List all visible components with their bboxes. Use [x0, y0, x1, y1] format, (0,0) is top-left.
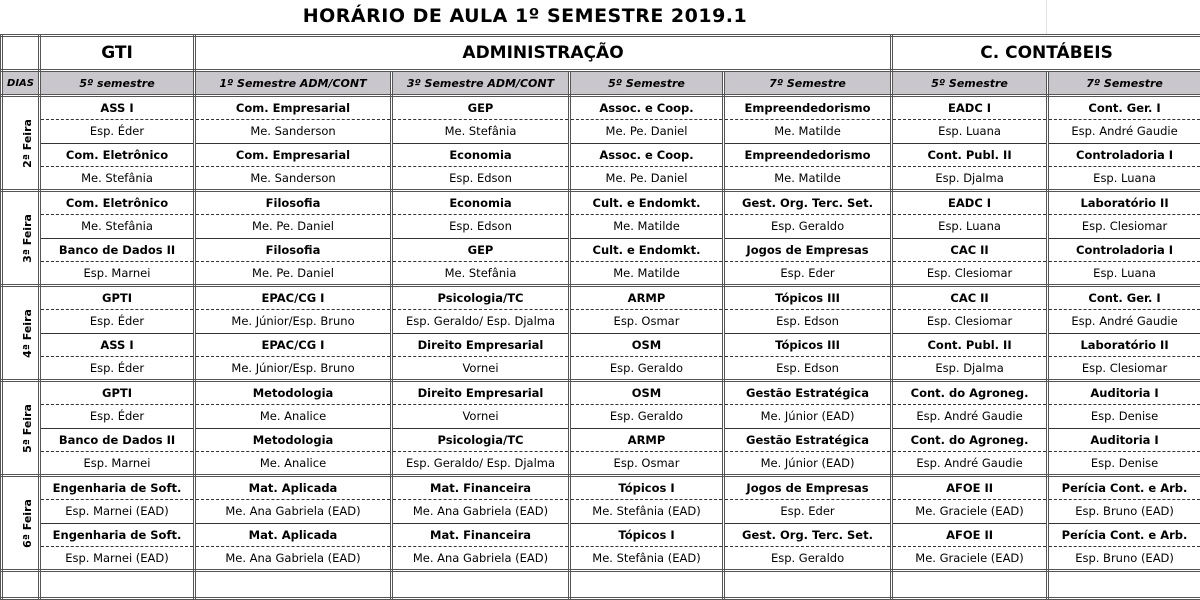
professor-name: Me. Stefânia — [81, 219, 153, 234]
subject-name: Filosofia — [196, 239, 390, 262]
professor-name: Me. Júnior (EAD) — [760, 455, 855, 470]
professor-name: Esp. Osmar — [613, 314, 680, 329]
professor-name: Esp. Edson — [449, 219, 512, 234]
professor-name: Esp. Clesiomar — [926, 265, 1013, 280]
subject-name: Controladoria I — [1049, 144, 1200, 167]
class-slot — [893, 143, 1046, 190]
professor-name: Me. Stefânia — [444, 124, 517, 139]
class-slot — [393, 97, 568, 143]
class-slot — [893, 382, 1046, 428]
professor-name: Me. Sanderson — [250, 124, 336, 139]
empty-cell — [724, 571, 892, 599]
schedule-cell — [40, 476, 195, 571]
semester-header: 1º Semestre ADM/CONT — [195, 71, 392, 96]
professor-name: Me. Matilde — [774, 170, 841, 185]
schedule-cell — [195, 286, 392, 381]
professor-name: Me. Stefânia — [81, 170, 153, 185]
class-slot — [393, 428, 568, 475]
day-row — [2, 96, 1200, 191]
group-gti: GTI — [40, 36, 195, 71]
schedule-cell — [392, 476, 570, 571]
class-slot — [196, 143, 390, 190]
class-slot — [196, 523, 390, 570]
professor-name: Me. Analice — [259, 409, 327, 424]
subject-name: Banco de Dados II — [41, 239, 193, 262]
professor-name: Me. Sanderson — [250, 170, 336, 185]
subject-name: OSM — [571, 334, 722, 357]
class-slot — [725, 333, 890, 380]
class-slot — [393, 143, 568, 190]
class-slot — [196, 382, 390, 428]
class-slot — [41, 97, 193, 143]
professor-name: Vornei — [462, 409, 499, 424]
schedule-cell — [195, 381, 392, 476]
subject-name: Jogos de Empresas — [725, 239, 890, 262]
professor-name: Esp. Edson — [449, 170, 512, 185]
class-slot — [1049, 97, 1200, 143]
class-slot — [393, 238, 568, 285]
professor-name: Vornei — [462, 360, 499, 375]
class-slot — [571, 143, 722, 190]
subject-name: Psicologia/TC — [393, 287, 568, 310]
class-slot — [196, 287, 390, 333]
professor-name: Esp. Clesiomar — [1081, 219, 1168, 234]
day-label: 6ª Feira — [20, 498, 34, 548]
professor-name: Esp. Luana — [938, 124, 1001, 139]
subject-name: Empreendedorismo — [725, 97, 890, 120]
professor-name: Esp. Marnei (EAD) — [65, 550, 169, 565]
schedule-cell — [1048, 476, 1200, 571]
subject-name: Gest. Org. Terc. Set. — [725, 524, 890, 547]
schedule-title: HORÁRIO DE AULA 1º SEMESTRE 2019.1 — [302, 5, 748, 27]
subject-name: GEP — [393, 239, 568, 262]
class-slot — [1049, 333, 1200, 380]
empty-cell — [40, 571, 195, 599]
class-slot — [893, 477, 1046, 523]
class-slot — [41, 428, 193, 475]
class-slot — [393, 192, 568, 238]
class-slot — [41, 192, 193, 238]
class-slot — [196, 428, 390, 475]
subject-name: Auditoria I — [1049, 382, 1200, 405]
subject-name: Cont. Ger. I — [1049, 287, 1200, 310]
schedule-cell — [40, 286, 195, 381]
schedule-cell — [570, 96, 724, 191]
semester-header: 5º semestre — [40, 71, 195, 96]
professor-name: Me. Ana Gabriela (EAD) — [225, 504, 361, 519]
subject-name: Metodologia — [196, 429, 390, 452]
class-slot — [725, 238, 890, 285]
group-contabeis: C. CONTÁBEIS — [892, 36, 1200, 71]
class-slot — [393, 523, 568, 570]
class-slot — [725, 287, 890, 333]
professor-name: Esp. Marnei (EAD) — [65, 504, 169, 519]
subject-name: CAC II — [893, 287, 1046, 310]
empty-cell — [2, 571, 40, 599]
professor-name: Esp. Eder — [780, 265, 835, 280]
schedule-cell — [1048, 191, 1200, 286]
class-slot — [1049, 192, 1200, 238]
day-label: 5ª Feira — [20, 403, 34, 453]
subject-name: Gest. Org. Terc. Set. — [725, 192, 890, 215]
class-slot — [571, 382, 722, 428]
professor-name: Me. Graciele (EAD) — [915, 504, 1024, 519]
subject-name: Jogos de Empresas — [725, 477, 890, 500]
subject-name: Psicologia/TC — [393, 429, 568, 452]
subject-name: ASS I — [41, 97, 193, 120]
schedule-cell — [40, 96, 195, 191]
class-slot — [571, 238, 722, 285]
class-slot — [41, 477, 193, 523]
subject-name: EPAC/CG I — [196, 334, 390, 357]
professor-name: Esp. Denise — [1090, 409, 1159, 424]
subject-name: Gestão Estratégica — [725, 429, 890, 452]
schedule-cell — [892, 381, 1048, 476]
professor-name: Esp. Edson — [776, 314, 839, 329]
schedule-cell — [724, 476, 892, 571]
subject-name: ASS I — [41, 334, 193, 357]
professor-name: Me. Graciele (EAD) — [915, 550, 1024, 565]
professor-name: Me. Ana Gabriela (EAD) — [412, 550, 549, 565]
schedule-cell — [40, 191, 195, 286]
subject-name: Cont. Publ. II — [893, 334, 1046, 357]
schedule-cell — [195, 476, 392, 571]
semester-header: 5º Semestre — [570, 71, 724, 96]
class-slot — [41, 143, 193, 190]
professor-name: Esp. Denise — [1090, 455, 1159, 470]
professor-name: Me. Júnior/Esp. Bruno — [231, 360, 355, 375]
professor-name: Me. Analice — [259, 455, 327, 470]
class-slot — [571, 287, 722, 333]
subject-name: Perícia Cont. e Arb. — [1049, 477, 1200, 500]
schedule-cell — [195, 191, 392, 286]
subject-name: ARMP — [571, 287, 722, 310]
professor-name: Esp. Marnei — [83, 265, 151, 280]
class-slot — [571, 192, 722, 238]
subject-name: Perícia Cont. e Arb. — [1049, 524, 1200, 547]
schedule-cell — [724, 286, 892, 381]
subject-name: Cont. Publ. II — [893, 144, 1046, 167]
professor-name: Me. Pe. Daniel — [252, 219, 334, 234]
day-row — [2, 191, 1200, 286]
day-cell — [2, 476, 40, 571]
subject-name: Empreendedorismo — [725, 144, 890, 167]
professor-name: Esp. Osmar — [613, 455, 680, 470]
subject-name: Tópicos III — [725, 287, 890, 310]
subject-name: GEP — [393, 97, 568, 120]
class-slot — [393, 382, 568, 428]
schedule-cell — [1048, 286, 1200, 381]
course-group-header-row — [2, 36, 1200, 71]
schedule-cell — [570, 476, 724, 571]
professor-name: Esp. Marnei — [83, 455, 151, 470]
professor-name: Esp. André Gaudie — [916, 455, 1023, 470]
professor-name: Esp. Edson — [776, 360, 839, 375]
schedule-cell — [195, 96, 392, 191]
professor-name: Esp. Éder — [89, 314, 145, 329]
class-slot — [571, 97, 722, 143]
empty-cell — [1048, 571, 1200, 599]
day-label: 2ª Feira — [20, 118, 34, 168]
professor-name: Esp. Geraldo — [609, 360, 684, 375]
class-slot — [196, 238, 390, 285]
subject-name: Controladoria I — [1049, 239, 1200, 262]
class-slot — [893, 238, 1046, 285]
professor-name: Me. Stefânia (EAD) — [592, 550, 701, 565]
subject-name: AFOE II — [893, 524, 1046, 547]
class-slot — [893, 428, 1046, 475]
dias-header: DIAS — [2, 71, 40, 96]
class-slot — [1049, 477, 1200, 523]
subject-name: Mat. Aplicada — [196, 477, 390, 500]
schedule-cell — [570, 191, 724, 286]
professor-name: Esp. André Gaudie — [1071, 314, 1178, 329]
class-slot — [1049, 428, 1200, 475]
professor-name: Esp. Bruno (EAD) — [1075, 504, 1174, 519]
subject-name: Gestão Estratégica — [725, 382, 890, 405]
class-slot — [41, 287, 193, 333]
schedule-cell — [892, 286, 1048, 381]
professor-name: Esp. Clesiomar — [926, 314, 1013, 329]
class-slot — [571, 523, 722, 570]
class-slot — [196, 333, 390, 380]
subject-name: Com. Empresarial — [196, 144, 390, 167]
professor-name: Esp. Éder — [89, 360, 145, 375]
class-slot — [1049, 523, 1200, 570]
day-label: 3ª Feira — [20, 213, 34, 263]
day-row — [2, 381, 1200, 476]
class-slot — [41, 382, 193, 428]
subject-name: EPAC/CG I — [196, 287, 390, 310]
day-cell — [2, 191, 40, 286]
professor-name: Me. Matilde — [613, 219, 680, 234]
subject-name: GPTI — [41, 382, 193, 405]
title-row — [0, 0, 1200, 34]
class-slot — [571, 333, 722, 380]
empty-cell — [392, 571, 570, 599]
subject-name: Tópicos I — [571, 524, 722, 547]
subject-name: GPTI — [41, 287, 193, 310]
subject-name: Direito Empresarial — [393, 382, 568, 405]
professor-name: Esp. Djalma — [935, 170, 1004, 185]
class-slot — [1049, 382, 1200, 428]
subject-name: Cont. Ger. I — [1049, 97, 1200, 120]
professor-name: Esp. Geraldo — [770, 219, 845, 234]
subject-name: Economia — [393, 192, 568, 215]
day-label: 4ª Feira — [20, 308, 34, 358]
subject-name: EADC I — [893, 192, 1046, 215]
professor-name: Me. Stefânia (EAD) — [592, 504, 701, 519]
subject-name: Banco de Dados II — [41, 429, 193, 452]
schedule-cell — [392, 191, 570, 286]
semester-header-row — [2, 71, 1200, 96]
subject-name: AFOE II — [893, 477, 1046, 500]
class-slot — [725, 523, 890, 570]
subject-name: Com. Empresarial — [196, 97, 390, 120]
schedule-table — [0, 34, 1200, 600]
schedule-cell — [724, 191, 892, 286]
subject-name: EADC I — [893, 97, 1046, 120]
professor-name: Esp. Clesiomar — [1081, 360, 1168, 375]
professor-name: Me. Pe. Daniel — [252, 265, 334, 280]
class-slot — [196, 477, 390, 523]
subject-name: Auditoria I — [1049, 429, 1200, 452]
day-cell — [2, 96, 40, 191]
class-slot — [41, 523, 193, 570]
class-slot — [1049, 143, 1200, 190]
class-slot — [41, 238, 193, 285]
subject-name: Engenharia de Soft. — [41, 524, 193, 547]
class-slot — [1049, 287, 1200, 333]
subject-name: Tópicos I — [571, 477, 722, 500]
class-slot — [725, 477, 890, 523]
class-slot — [725, 428, 890, 475]
schedule-cell — [724, 381, 892, 476]
schedule-cell — [392, 96, 570, 191]
class-slot — [893, 97, 1046, 143]
subject-name: Laboratório II — [1049, 192, 1200, 215]
professor-name: Esp. Luana — [1093, 170, 1156, 185]
professor-name: Esp. Luana — [938, 219, 1001, 234]
schedule-cell — [570, 381, 724, 476]
class-slot — [571, 428, 722, 475]
subject-name: Cont. do Agroneg. — [893, 382, 1046, 405]
professor-name: Me. Júnior (EAD) — [760, 409, 855, 424]
class-slot — [893, 333, 1046, 380]
schedule-cell — [392, 286, 570, 381]
empty-cell — [195, 571, 392, 599]
day-row — [2, 286, 1200, 381]
subject-name: Cont. do Agroneg. — [893, 429, 1046, 452]
day-cell — [2, 286, 40, 381]
professor-name: Esp. Geraldo — [609, 409, 684, 424]
group-administracao: ADMINISTRAÇÃO — [195, 36, 892, 71]
professor-name: Me. Pe. Daniel — [605, 124, 688, 139]
semester-header: 5º Semestre — [892, 71, 1048, 96]
professor-name: Me. Stefânia — [444, 265, 517, 280]
professor-name: Me. Ana Gabriela (EAD) — [412, 504, 549, 519]
subject-name: Laboratório II — [1049, 334, 1200, 357]
professor-name: Me. Matilde — [774, 124, 841, 139]
schedule-cell — [892, 96, 1048, 191]
subject-name: Economia — [393, 144, 568, 167]
schedule-cell — [724, 96, 892, 191]
subject-name: Assoc. e Coop. — [571, 97, 722, 120]
schedule-cell — [40, 381, 195, 476]
subject-name: Engenharia de Soft. — [41, 477, 193, 500]
professor-name: Esp. Luana — [1093, 265, 1156, 280]
subject-name: Com. Eletrônico — [41, 192, 193, 215]
subject-name: Assoc. e Coop. — [571, 144, 722, 167]
day-cell — [2, 381, 40, 476]
professor-name: Esp. Bruno (EAD) — [1075, 550, 1174, 565]
professor-name: Me. Pe. Daniel — [605, 170, 688, 185]
professor-name: Esp. Eder — [780, 504, 835, 519]
subject-name: Cult. e Endomkt. — [571, 239, 722, 262]
class-slot — [725, 382, 890, 428]
class-slot — [725, 192, 890, 238]
class-slot — [393, 287, 568, 333]
professor-name: Me. Ana Gabriela (EAD) — [225, 550, 361, 565]
subject-name: Tópicos III — [725, 334, 890, 357]
schedule-cell — [892, 476, 1048, 571]
subject-name: OSM — [571, 382, 722, 405]
schedule-cell — [570, 286, 724, 381]
class-slot — [725, 97, 890, 143]
class-slot — [893, 287, 1046, 333]
class-slot — [196, 97, 390, 143]
semester-header: 7º Semestre — [724, 71, 892, 96]
subject-name: Mat. Aplicada — [196, 524, 390, 547]
professor-name: Esp. André Gaudie — [916, 409, 1023, 424]
schedule-cell — [392, 381, 570, 476]
professor-name: Esp. André Gaudie — [1071, 124, 1178, 139]
professor-name: Esp. Éder — [89, 409, 145, 424]
class-slot — [725, 143, 890, 190]
subject-name: Cult. e Endomkt. — [571, 192, 722, 215]
empty-cell — [892, 571, 1048, 599]
schedule-cell — [1048, 381, 1200, 476]
semester-header: 7º Semestre — [1048, 71, 1200, 96]
subject-name: Metodologia — [196, 382, 390, 405]
blank-corner-cell — [2, 36, 40, 71]
schedule-cell — [1048, 96, 1200, 191]
schedule-cell — [892, 191, 1048, 286]
class-slot — [571, 477, 722, 523]
professor-name: Esp. Geraldo/ Esp. Djalma — [405, 314, 556, 329]
class-slot — [1049, 238, 1200, 285]
professor-name: Esp. Geraldo/ Esp. Djalma — [405, 455, 556, 470]
class-slot — [393, 333, 568, 380]
professor-name: Esp. Éder — [89, 124, 145, 139]
day-row — [2, 476, 1200, 571]
class-slot — [893, 523, 1046, 570]
subject-name: Mat. Financeira — [393, 477, 568, 500]
subject-name: Filosofia — [196, 192, 390, 215]
class-slot — [41, 333, 193, 380]
professor-name: Me. Matilde — [613, 265, 680, 280]
subject-name: ARMP — [571, 429, 722, 452]
professor-name: Esp. Geraldo — [770, 550, 845, 565]
subject-name: CAC II — [893, 239, 1046, 262]
semester-header: 3º Semestre ADM/CONT — [392, 71, 570, 96]
subject-name: Direito Empresarial — [393, 334, 568, 357]
class-slot — [893, 192, 1046, 238]
empty-row — [2, 571, 1200, 599]
professor-name: Me. Júnior/Esp. Bruno — [231, 314, 355, 329]
professor-name: Esp. Djalma — [935, 360, 1004, 375]
subject-name: Mat. Financeira — [393, 524, 568, 547]
class-slot — [393, 477, 568, 523]
subject-name: Com. Eletrônico — [41, 144, 193, 167]
empty-cell — [570, 571, 724, 599]
class-slot — [196, 192, 390, 238]
